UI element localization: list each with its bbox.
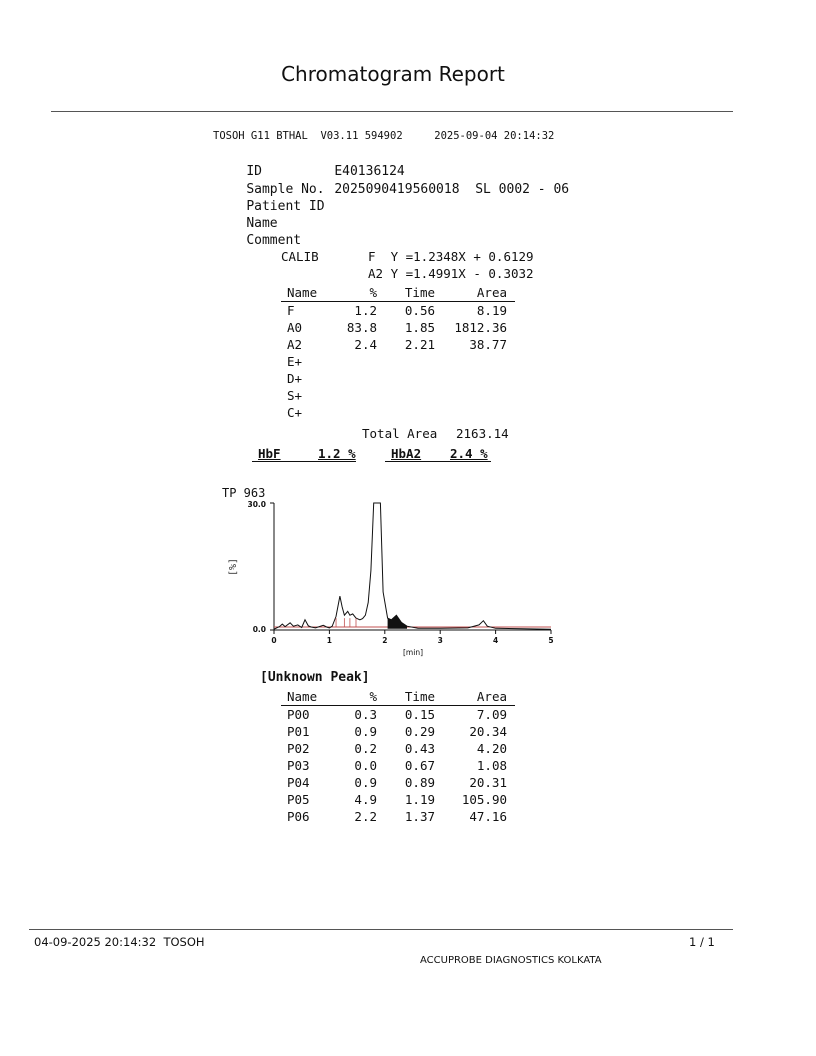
total-area-value: 2163.14: [456, 426, 509, 441]
field-label: Comment: [246, 233, 302, 248]
bottom-divider: [29, 929, 733, 930]
field-label: ID: [246, 164, 262, 179]
hba2-label: HbA2: [391, 446, 422, 461]
cell: 20.34: [469, 724, 507, 739]
column-header: Time: [377, 284, 435, 302]
cell: A0: [287, 320, 303, 335]
x-tick-label: 0: [271, 636, 277, 645]
chromatogram-trace: [274, 503, 551, 629]
cell: 0.43: [404, 741, 435, 756]
cell: 2.21: [404, 337, 435, 352]
cell: P04: [287, 775, 310, 790]
table-row: [281, 757, 515, 774]
table-row: [281, 791, 515, 808]
column-header: Area: [435, 688, 515, 706]
cell: P00: [287, 707, 310, 722]
cell: 105.90: [461, 792, 507, 807]
cell: E+: [287, 354, 303, 369]
cell: 1.37: [404, 809, 435, 824]
cell: 0.56: [404, 303, 435, 318]
calib-equation-a2: A2 Y =1.4991X - 0.3032: [368, 266, 534, 281]
cell: 0.2: [354, 741, 377, 756]
cell: 8.19: [476, 303, 507, 318]
table-row: [281, 706, 515, 724]
x-tick-label: 1: [326, 636, 333, 645]
cell: D+: [287, 371, 303, 386]
cell: P06: [287, 809, 310, 824]
cell: A2: [287, 337, 303, 352]
column-header: Name: [281, 284, 343, 302]
table-header-row: [281, 688, 515, 706]
a2-peak-fill: [388, 615, 407, 629]
y-axis-label: [%]: [228, 557, 239, 577]
field-label: Name: [246, 216, 278, 231]
y-tick-label: 0.0: [252, 625, 266, 634]
cell: 0.3: [354, 707, 377, 722]
hbf-value: 1.2 %: [318, 446, 356, 461]
x-tick-label: 4: [492, 636, 499, 645]
cell: P05: [287, 792, 310, 807]
footer-timestamp: 04-09-2025 20:14:32 TOSOH: [34, 935, 205, 949]
total-area-label: Total Area: [362, 426, 438, 441]
hbf-label: HbF: [258, 446, 281, 461]
cell: P01: [287, 724, 310, 739]
calib-label: CALIB: [281, 249, 319, 264]
page-number: 1 / 1: [689, 935, 715, 949]
table-row: [281, 723, 515, 740]
cell: 1.2: [354, 303, 377, 318]
field-value: E40136124: [334, 164, 405, 179]
x-tick-label: 5: [548, 636, 554, 645]
cell: P03: [287, 758, 310, 773]
table-row: [281, 774, 515, 791]
hba2-value: 2.4 %: [450, 446, 488, 461]
table-row: [281, 808, 515, 825]
field-label: Sample No.: [246, 182, 325, 197]
cell: 1.85: [404, 320, 435, 335]
cell: 1.19: [404, 792, 435, 807]
column-header: Area: [435, 284, 515, 302]
cell: 20.31: [469, 775, 507, 790]
x-tick-label: 3: [437, 636, 443, 645]
cell: 7.09: [476, 707, 507, 722]
calib-equation-f: F Y =1.2348X + 0.6129: [368, 249, 534, 264]
cell: 1812.36: [454, 320, 507, 335]
cell: 38.77: [469, 337, 507, 352]
lab-name: ACCUPROBE DIAGNOSTICS KOLKATA: [420, 955, 602, 966]
cell: 83.8: [346, 320, 377, 335]
column-header: Name: [281, 688, 343, 706]
report-title: Chromatogram Report: [281, 62, 505, 86]
column-header: Time: [377, 688, 435, 706]
cell: 4.20: [476, 741, 507, 756]
cell: 47.16: [469, 809, 507, 824]
cell: C+: [287, 405, 303, 420]
unknown-peak-table: [281, 688, 515, 825]
cell: 4.9: [354, 792, 377, 807]
cell: 0.9: [354, 724, 377, 739]
cell: P02: [287, 741, 310, 756]
unknown-peak-title: [Unknown Peak]: [260, 670, 370, 685]
x-axis-label: [min]: [403, 648, 423, 657]
column-header: %: [343, 284, 377, 302]
cell: 0.29: [404, 724, 435, 739]
cell: 0.15: [404, 707, 435, 722]
y-tick-label: 30.0: [247, 500, 266, 509]
cell: S+: [287, 388, 303, 403]
chart-title: TP 963: [222, 486, 266, 500]
cell: 2.4: [354, 337, 377, 352]
cell: 2.2: [354, 809, 377, 824]
column-header: %: [343, 688, 377, 706]
cell: 1.08: [476, 758, 507, 773]
field-label: Patient ID: [246, 199, 325, 214]
x-tick-label: 2: [382, 636, 388, 645]
table-row: [281, 740, 515, 757]
instrument-header: TOSOH G11 BTHAL V03.11 594902 2025-09-04 20:14:32: [213, 130, 555, 142]
cell: F: [287, 303, 295, 318]
cell: 0.0: [354, 758, 377, 773]
field-value: 2025090419560018 SL 0002 - 06: [334, 182, 570, 197]
cell: 0.9: [354, 775, 377, 790]
cell: 0.67: [404, 758, 435, 773]
cell: 0.89: [404, 775, 435, 790]
